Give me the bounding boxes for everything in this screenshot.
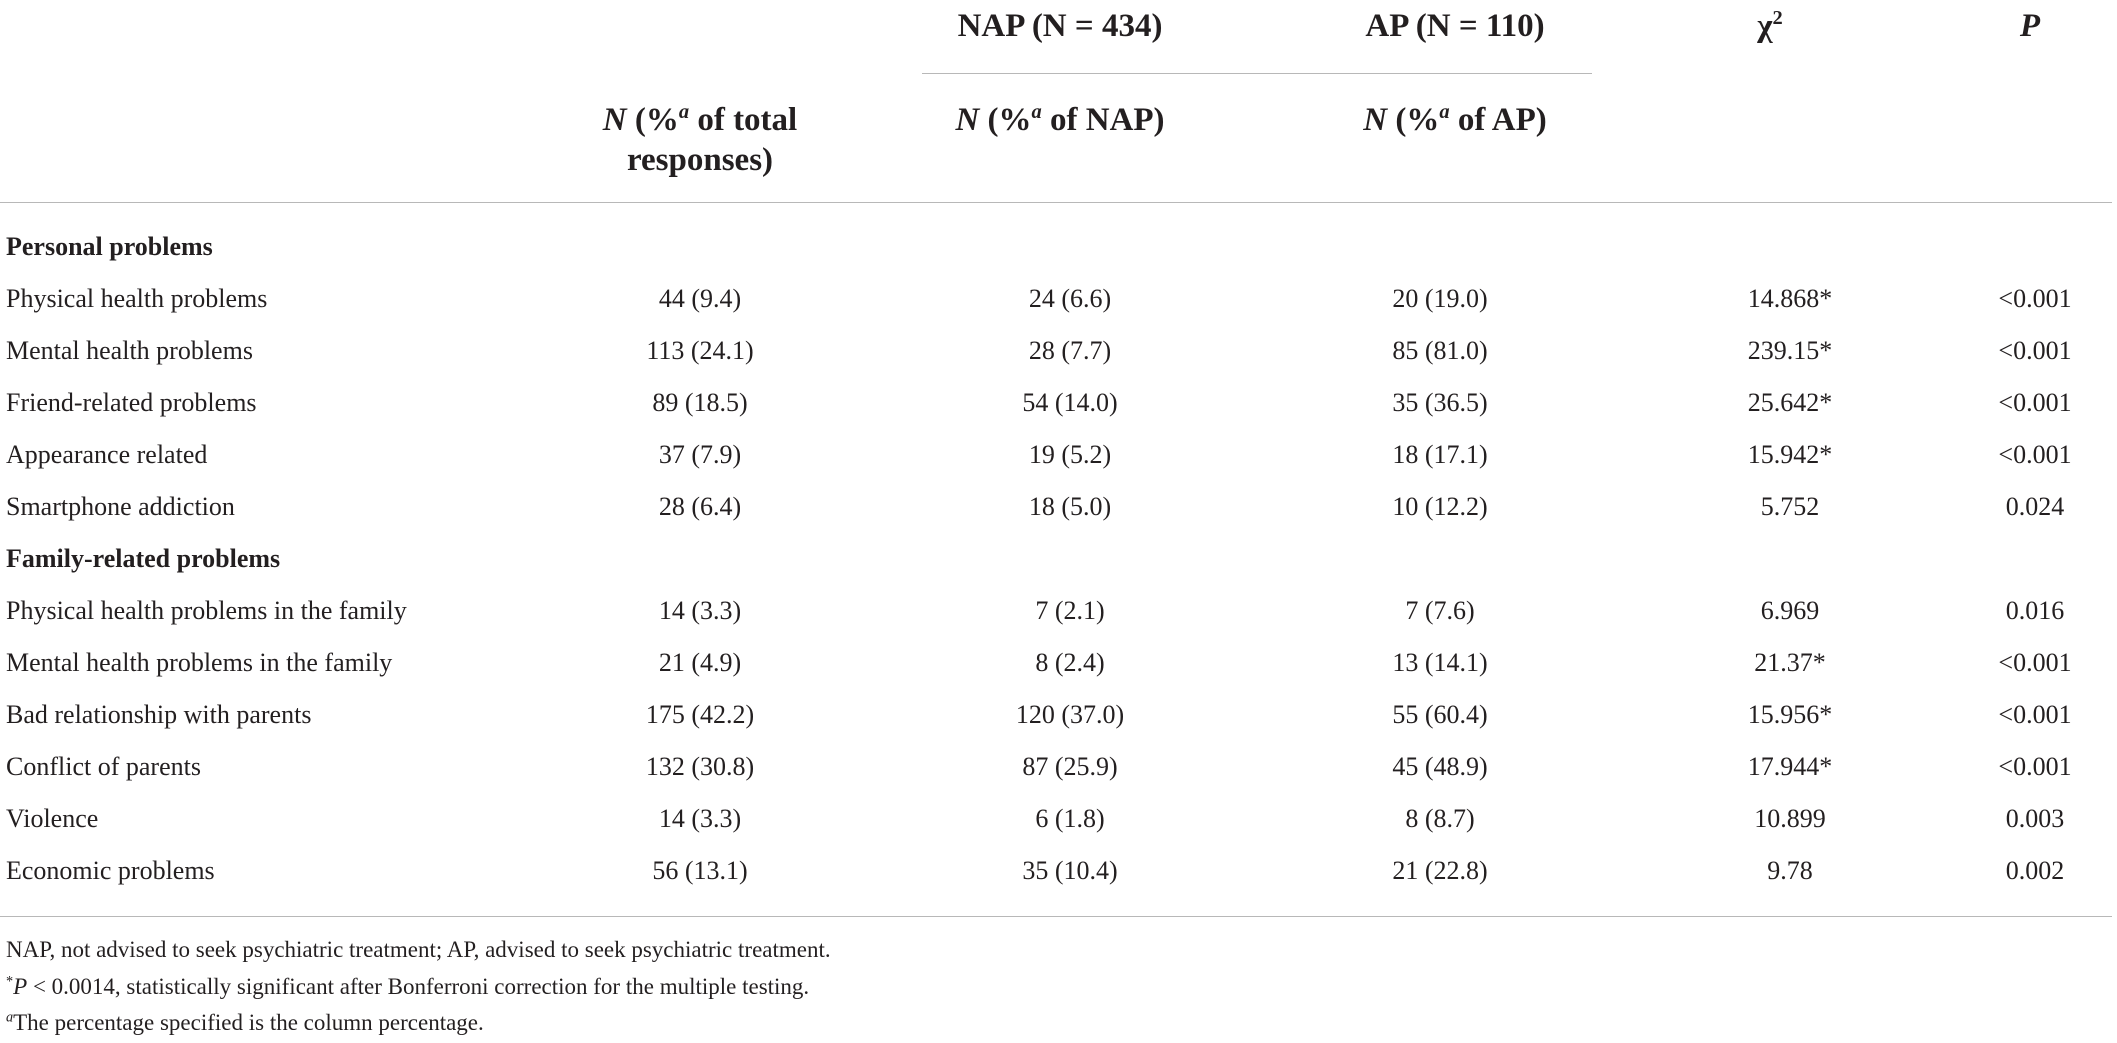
header-col-ap-sup: a: [1439, 101, 1450, 123]
cell-p: <0.001: [1998, 388, 2072, 417]
cell-total: 175 (42.2): [645, 700, 755, 729]
cell-p: <0.001: [1998, 440, 2072, 469]
cell-ap: 13 (14.1): [1392, 648, 1488, 677]
row-label: Friend-related problems: [6, 388, 257, 417]
footnote-star-text: < 0.0014, statistically significant after Bonferroni correction for the multiple testing.: [27, 974, 810, 999]
row-label: Violence: [6, 804, 99, 833]
header-col-total-n: N: [602, 102, 627, 138]
cell-nap: 120 (37.0): [1015, 700, 1125, 729]
cell-nap: 18 (5.0): [1028, 492, 1112, 521]
table-bottom-rule: [0, 916, 2112, 917]
cell-total: 14 (3.3): [658, 596, 742, 625]
cell-chi2: 9.78: [1767, 856, 1813, 885]
table-row: [0, 481, 2117, 533]
table-row: [0, 637, 2117, 689]
header-col-ap: [1295, 100, 1615, 140]
header-col-ap-pct: (%: [1395, 102, 1440, 138]
header-col-nap-sup: a: [1031, 101, 1042, 123]
cell-chi2: 6.969: [1760, 596, 1820, 625]
footnote-a-text: The percentage specified is the column percentage.: [13, 1010, 484, 1035]
cell-chi2: 10.899: [1754, 804, 1826, 833]
cell-chi2: 21.37*: [1754, 648, 1826, 677]
cell-total: 21 (4.9): [658, 648, 742, 677]
group-header-rule: [922, 73, 1592, 74]
row-label: Physical health problems: [6, 284, 268, 313]
section-label: Family-related problems: [6, 544, 281, 573]
cell-chi2: 15.956*: [1747, 700, 1833, 729]
cell-chi2: 25.642*: [1747, 388, 1833, 417]
header-p-text: P: [2019, 8, 2041, 44]
cell-total: 113 (24.1): [646, 336, 754, 365]
header-col-ap-rest: of AP): [1457, 102, 1547, 138]
row-label: Mental health problems in the family: [6, 648, 393, 677]
header-col-nap-n: N: [955, 102, 980, 138]
cell-p: 0.003: [2005, 804, 2065, 833]
section-row: [0, 533, 2117, 585]
header-col-nap: [900, 100, 1220, 140]
cell-nap: 8 (2.4): [1035, 648, 1105, 677]
header-p: [1980, 6, 2080, 46]
section-row: [0, 221, 2117, 273]
header-chi2-sup: 2: [1772, 7, 1783, 29]
cell-ap: 55 (60.4): [1392, 700, 1488, 729]
header-col-total-line2: responses): [626, 142, 774, 178]
cell-p: <0.001: [1998, 700, 2072, 729]
footnote-abbreviations: [6, 935, 831, 965]
cell-ap: 10 (12.2): [1392, 492, 1488, 521]
section-label: Personal problems: [6, 232, 213, 261]
header-col-nap-pct: (%: [987, 102, 1032, 138]
cell-nap: 54 (14.0): [1022, 388, 1118, 417]
header-col-total-sup: a: [678, 101, 690, 123]
cell-nap: 7 (2.1): [1035, 596, 1105, 625]
header-group-nap-text: NAP (N = 434): [957, 8, 1163, 44]
cell-total: 28 (6.4): [658, 492, 742, 521]
row-label: Bad relationship with parents: [6, 700, 312, 729]
cell-total: 89 (18.5): [652, 388, 748, 417]
row-label: Smartphone addiction: [6, 492, 235, 521]
table-row: [0, 325, 2117, 377]
header-chi2: [1700, 6, 1840, 46]
cell-ap: 8 (8.7): [1405, 804, 1475, 833]
header-col-nap-rest: of NAP): [1050, 102, 1165, 138]
row-label: Economic problems: [6, 856, 215, 885]
cell-total: 14 (3.3): [658, 804, 742, 833]
table-row: [0, 741, 2117, 793]
table-row: [0, 793, 2117, 845]
footnote-abbreviations-text: NAP, not advised to seek psychiatric treatment; AP, advised to seek psychiatric treatment.: [6, 937, 831, 962]
row-label: Mental health problems: [6, 336, 253, 365]
cell-ap: 45 (48.9): [1392, 752, 1488, 781]
row-label: Physical health problems in the family: [6, 596, 407, 625]
cell-chi2: 17.944*: [1747, 752, 1833, 781]
footnote-star-marker: *: [6, 973, 14, 990]
table-row: [0, 845, 2117, 897]
footnote-significance: [6, 972, 809, 1002]
cell-ap: 35 (36.5): [1392, 388, 1488, 417]
footnote-a-marker: a: [6, 1009, 14, 1026]
table-row: [0, 273, 2117, 325]
cell-chi2: 239.15*: [1747, 336, 1833, 365]
cell-p: 0.024: [2005, 492, 2065, 521]
cell-p: 0.016: [2005, 596, 2065, 625]
header-chi2-symbol: χ: [1757, 8, 1773, 44]
header-group-ap-text: AP (N = 110): [1365, 8, 1545, 44]
cell-p: 0.002: [2005, 856, 2065, 885]
cell-total: 37 (7.9): [658, 440, 742, 469]
cell-ap: 21 (22.8): [1392, 856, 1488, 885]
table-row: [0, 585, 2117, 637]
header-group-ap: [1295, 6, 1615, 46]
cell-nap: 28 (7.7): [1028, 336, 1112, 365]
table-row: [0, 689, 2117, 741]
cell-total: 44 (9.4): [658, 284, 742, 313]
cell-ap: 85 (81.0): [1392, 336, 1488, 365]
header-bottom-rule: [0, 202, 2112, 203]
header-col-total: [560, 100, 840, 180]
cell-nap: 87 (25.9): [1022, 752, 1118, 781]
cell-ap: 7 (7.6): [1405, 596, 1475, 625]
row-label: Appearance related: [6, 440, 208, 469]
table-row: [0, 429, 2117, 481]
cell-nap: 24 (6.6): [1028, 284, 1112, 313]
header-group-nap: [900, 6, 1220, 46]
cell-ap: 18 (17.1): [1392, 440, 1488, 469]
cell-nap: 35 (10.4): [1022, 856, 1118, 885]
cell-chi2: 14.868*: [1747, 284, 1833, 313]
cell-p: <0.001: [1998, 336, 2072, 365]
header-col-total-rest: of total: [697, 102, 798, 138]
footnote-star-p: P: [13, 974, 28, 999]
header-col-ap-n: N: [1363, 102, 1388, 138]
cell-total: 56 (13.1): [652, 856, 748, 885]
footnote-percentage: [6, 1008, 484, 1038]
cell-p: <0.001: [1998, 284, 2072, 313]
header-col-total-pct: (%: [634, 102, 679, 138]
cell-chi2: 15.942*: [1747, 440, 1833, 469]
cell-nap: 6 (1.8): [1035, 804, 1105, 833]
cell-ap: 20 (19.0): [1392, 284, 1488, 313]
cell-chi2: 5.752: [1760, 492, 1820, 521]
row-label: Conflict of parents: [6, 752, 201, 781]
table-row: [0, 377, 2117, 429]
cell-p: <0.001: [1998, 648, 2072, 677]
cell-p: <0.001: [1998, 752, 2072, 781]
cell-nap: 19 (5.2): [1028, 440, 1112, 469]
cell-total: 132 (30.8): [645, 752, 755, 781]
